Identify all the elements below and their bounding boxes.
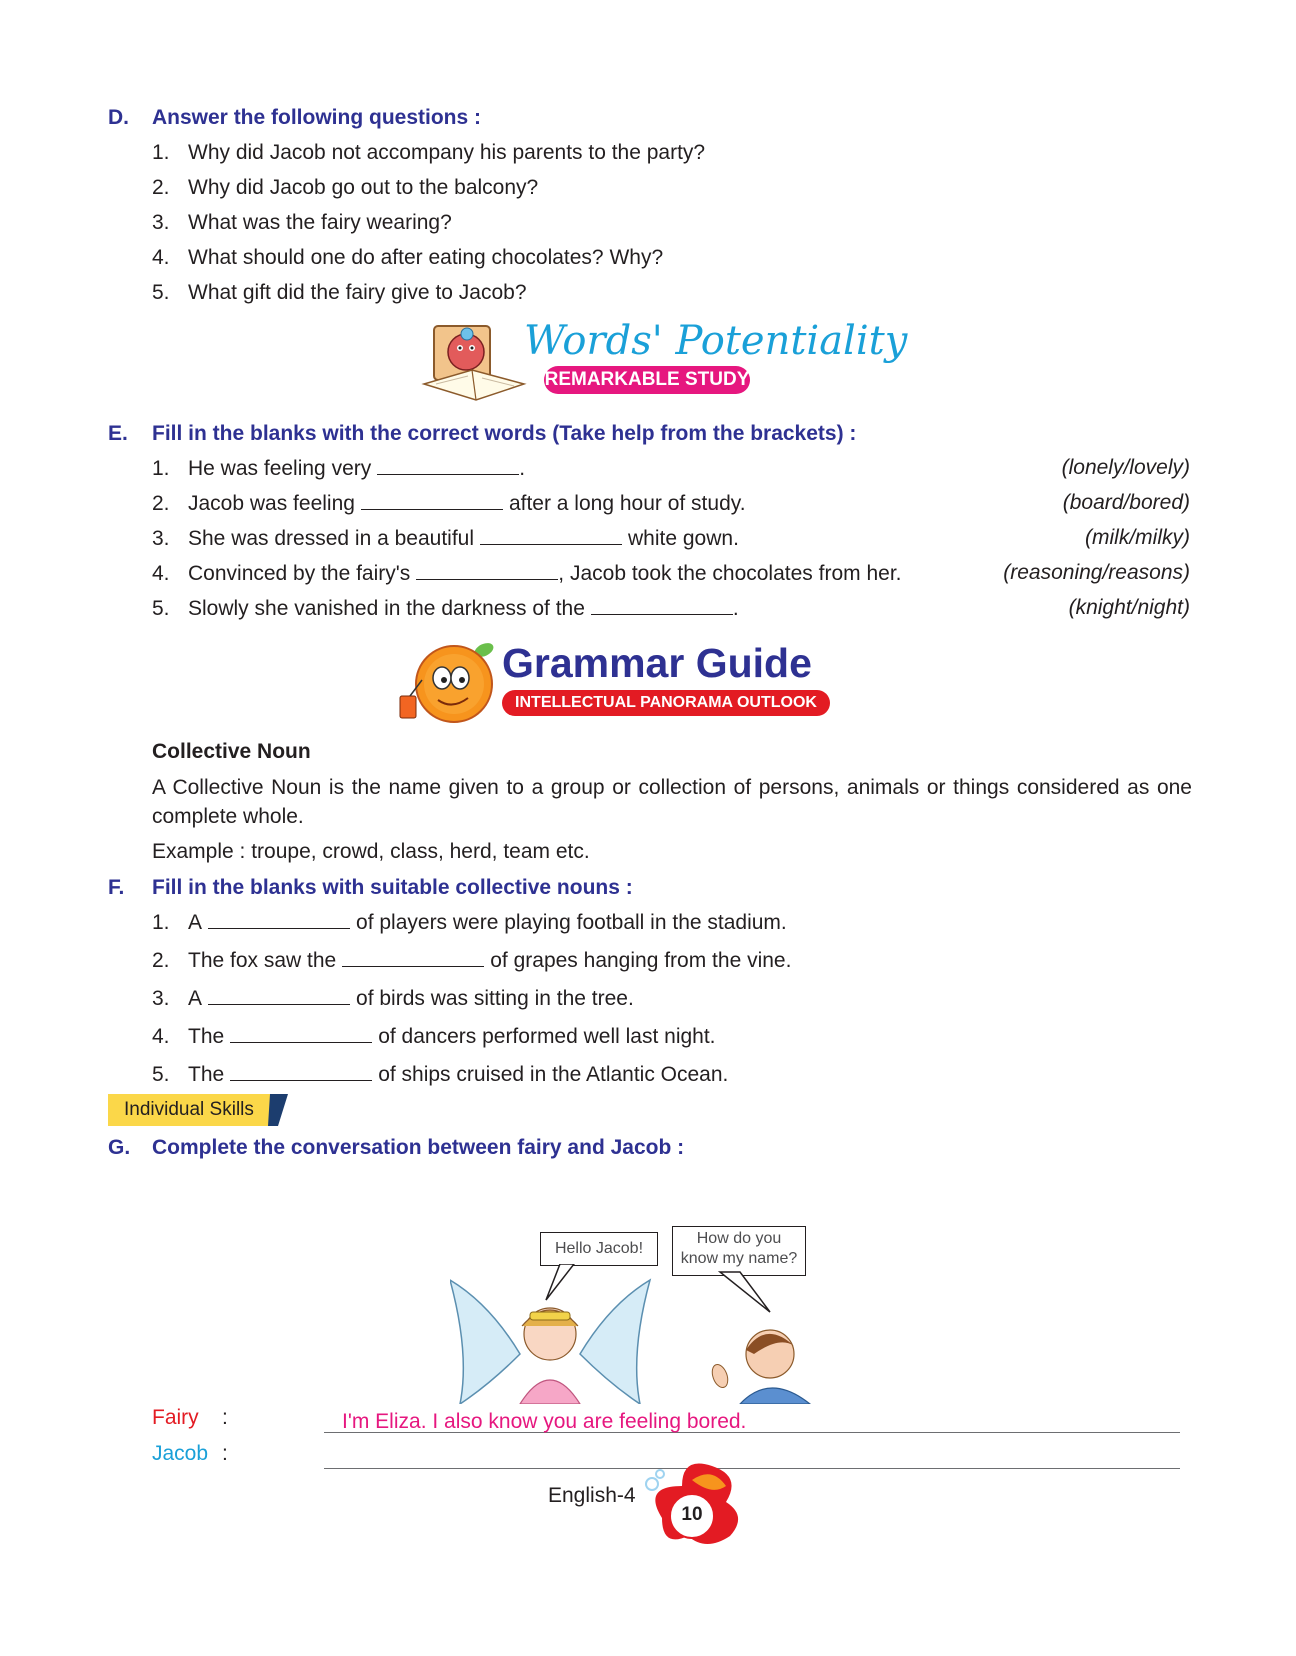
item-number: 2. [152, 492, 170, 515]
answer-blank [230, 1024, 372, 1043]
individual-skills-tag [108, 1094, 286, 1126]
answer-blank [230, 1062, 372, 1081]
bracket-hint: (reasoning/reasons) [1003, 561, 1190, 584]
grammar-guide-title: Grammar Guide [502, 640, 812, 686]
question-text: Why did Jacob not accompany his parents to the party? [188, 141, 706, 164]
answer-line [324, 1468, 1180, 1469]
question-number: 2. [152, 176, 170, 199]
item-text-before: A [188, 987, 203, 1010]
item-text-after: of players were playing football in the stadium. [356, 911, 787, 934]
answer-blank [416, 561, 558, 580]
answer-blank [591, 596, 733, 615]
remarkable-study-pill: REMARKABLE STUDY [544, 366, 750, 394]
question-row [152, 176, 538, 200]
jacob-bubble-line-1: How do you [696, 1230, 782, 1247]
question-number: 4. [152, 246, 170, 269]
section-d-letter: D. [108, 106, 129, 129]
bracket-hint: (board/bored) [1062, 491, 1190, 514]
speaker-name: Jacob [152, 1442, 209, 1465]
fill-blank-row [152, 1024, 716, 1049]
answer-blank [208, 910, 350, 929]
fill-blank-row [152, 526, 739, 551]
item-text-before: Jacob was feeling [188, 492, 355, 515]
item-text-before: The fox saw the [188, 949, 337, 972]
item-text-before: A [188, 911, 203, 934]
question-number: 3. [152, 211, 170, 234]
item-number: 3. [152, 527, 170, 550]
answer-blank [377, 456, 519, 475]
item-text-after: . [732, 597, 739, 620]
section-f-title: Fill in the blanks with suitable collective nouns : [152, 876, 633, 899]
fairy-and-jacob-illustration [450, 1264, 860, 1404]
section-d-title: Answer the following questions : [152, 106, 482, 129]
answer-blank [480, 526, 622, 545]
item-text-before: Slowly she vanished in the darkness of the [188, 597, 585, 620]
item-number: 1. [152, 911, 170, 934]
question-row [152, 141, 705, 165]
fill-blank-row [152, 596, 739, 621]
item-text-after: white gown. [628, 527, 739, 550]
item-text-after: of grapes hanging from the vine. [490, 949, 792, 972]
item-text-after: , Jacob took the chocolates from her. [558, 562, 902, 585]
item-text-after: . [519, 457, 526, 480]
collective-noun-heading: Collective Noun [152, 740, 311, 763]
item-number: 5. [152, 1063, 170, 1086]
fill-blank-row [152, 491, 746, 516]
item-text-after: of ships cruised in the Atlantic Ocean. [378, 1063, 729, 1086]
words-potentiality-banner [420, 318, 908, 404]
grammar-guide-banner [392, 634, 892, 730]
fill-blank-row [152, 948, 791, 973]
answer-text: I'm Eliza. I also know you are feeling bored. [342, 1410, 747, 1433]
item-text-before: He was feeling very [188, 457, 372, 480]
speaker-colon: : [222, 1406, 228, 1429]
item-text-before: Convinced by the fairy's [188, 562, 411, 585]
question-row [152, 246, 663, 270]
section-e-letter: E. [108, 422, 128, 445]
fairy-speech-bubble: Hello Jacob! [540, 1232, 658, 1266]
question-text: What was the fairy wearing? [188, 211, 452, 234]
item-text-after: after a long hour of study. [508, 492, 746, 515]
question-row [152, 281, 527, 305]
answer-blank [342, 948, 484, 967]
item-text-after: of birds was sitting in the tree. [356, 987, 634, 1010]
footer-book-title: English-4 [548, 1484, 636, 1507]
item-number: 1. [152, 457, 170, 480]
item-text-before: The [188, 1063, 225, 1086]
intellectual-panorama-pill: INTELLECTUAL PANORAMA OUTLOOK [502, 690, 830, 716]
question-row [152, 211, 452, 235]
bracket-hint: (milk/milky) [1085, 526, 1190, 549]
page-number: 10 [681, 1504, 703, 1525]
item-number: 5. [152, 597, 170, 620]
speaker-colon: : [222, 1442, 228, 1465]
collective-noun-example: Example : troupe, crowd, class, herd, team etc. [152, 840, 590, 863]
section-g-title: Complete the conversation between fairy and Jacob : [152, 1136, 685, 1159]
question-text: What gift did the fairy give to Jacob? [188, 281, 527, 304]
tag-corner-shape [268, 1094, 288, 1126]
orange-mascot-illustration [392, 634, 500, 730]
individual-skills-label: Individual Skills [124, 1099, 254, 1120]
fill-blank-row [152, 986, 634, 1011]
fill-blank-row [152, 910, 787, 935]
section-f-letter: F. [108, 876, 125, 899]
section-g-letter: G. [108, 1136, 131, 1159]
answer-blank [361, 491, 503, 510]
item-number: 4. [152, 562, 170, 585]
item-text-after: of dancers performed well last night. [378, 1025, 716, 1048]
answer-blank [208, 986, 350, 1005]
item-number: 4. [152, 1025, 170, 1048]
bracket-hint: (lonely/lovely) [1061, 456, 1190, 479]
jacob-bubble-line-2: know my name? [680, 1250, 798, 1267]
question-number: 1. [152, 141, 170, 164]
fill-blank-row [152, 1062, 728, 1087]
fill-blank-row [152, 456, 525, 481]
item-text-before: She was dressed in a beautiful [188, 527, 475, 550]
fill-blank-row [152, 561, 902, 586]
collective-noun-definition: A Collective Noun is the name given to a group or collection of persons, animals or things considered as one complete whole. [152, 776, 1192, 828]
words-potentiality-title: Words' Potentiality [524, 318, 908, 364]
section-e-title: Fill in the blanks with the correct words (Take help from the brackets) : [152, 422, 857, 445]
bracket-hint: (knight/night) [1068, 596, 1190, 619]
speaker-name: Fairy [152, 1406, 199, 1429]
item-text-before: The [188, 1025, 225, 1048]
reading-dog-illustration [420, 318, 530, 404]
question-text: What should one do after eating chocolates? Why? [188, 246, 664, 269]
item-number: 2. [152, 949, 170, 972]
item-number: 3. [152, 987, 170, 1010]
question-text: Why did Jacob go out to the balcony? [188, 176, 539, 199]
question-number: 5. [152, 281, 170, 304]
